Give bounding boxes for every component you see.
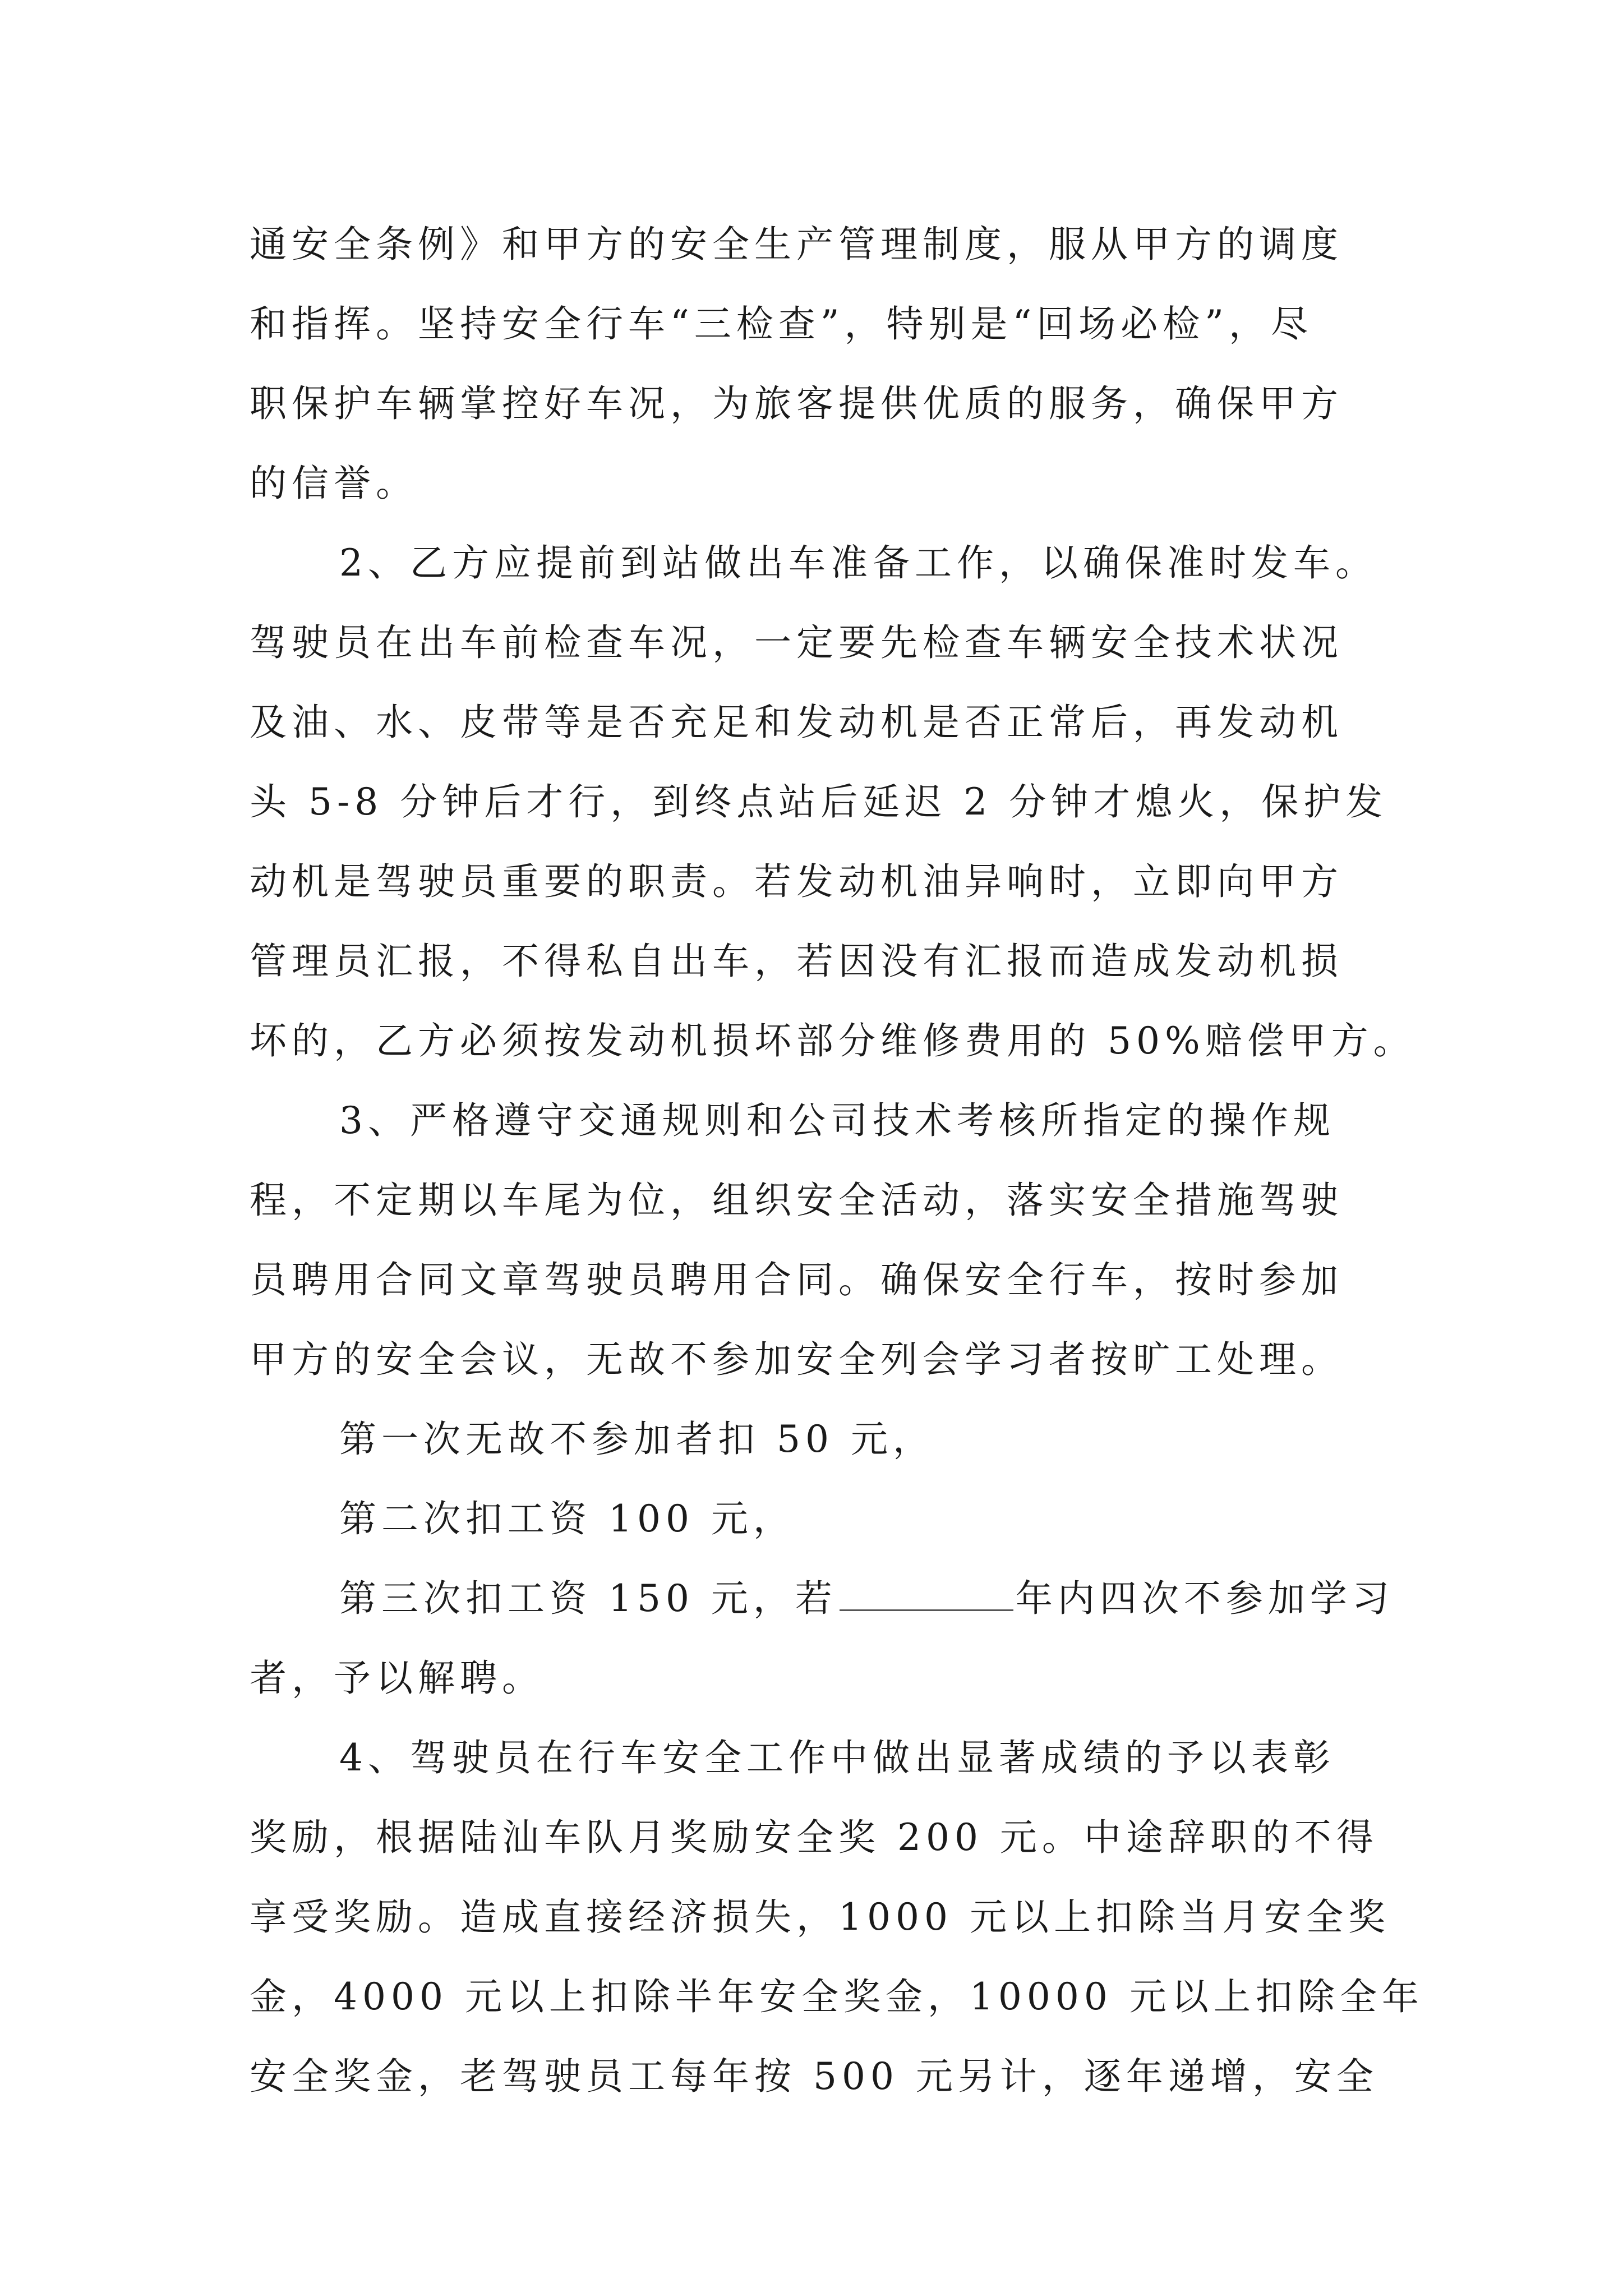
text-line: 通安全条例》和甲方的安全生产管理制度，服从甲方的调度 xyxy=(250,223,1343,266)
text-line: 程，不定期以车尾为位，组织安全活动，落实安全措施驾驶 xyxy=(250,1179,1343,1222)
text-line: 安全奖金，老驾驶员工每年按 500 元另计，逐年递增，安全 xyxy=(250,2055,1378,2098)
text-line: 奖励，根据陆汕车队月奖励安全奖 200 元。中途辞职的不得 xyxy=(250,1816,1378,1859)
text-line: 头 5-8 分钟后才行，到终点站后延迟 2 分钟才熄火，保护发 xyxy=(250,780,1388,823)
penalty-first-line: 第一次无故不参加者扣 50 元， xyxy=(339,1418,935,1461)
text-line: 管理员汇报，不得私自出车，若因没有汇报而造成发动机损 xyxy=(250,940,1343,983)
text-line: 职保护车辆掌控好车况，为旅客提供优质的服务，确保甲方 xyxy=(250,382,1343,425)
paragraph-2-first-line: 2、乙方应提前到站做出车准备工作，以确保准时发车。 xyxy=(339,541,1377,585)
penalty-second-line: 第二次扣工资 100 元， xyxy=(339,1497,795,1540)
text-line: 驾驶员在出车前检查车况，一定要先检查车辆安全技术状况 xyxy=(250,621,1343,664)
text-line: 享受奖励。造成直接经济损失，1000 元以上扣除当月安全奖 xyxy=(250,1895,1390,1939)
paragraph-3-first-line: 3、严格遵守交通规则和公司技术考核所指定的操作规 xyxy=(339,1099,1335,1142)
text-line: 及油、水、皮带等是否充足和发动机是否正常后，再发动机 xyxy=(250,701,1343,744)
text-line: 员聘用合同文章驾驶员聘用合同。确保安全行车，按时参加 xyxy=(250,1258,1343,1301)
paragraph-4-first-line: 4、驾驶员在行车安全工作中做出显著成绩的予以表彰 xyxy=(339,1736,1335,1779)
text-line: 金，4000 元以上扣除半年安全奖金，10000 元以上扣除全年 xyxy=(250,1975,1424,2018)
penalty-third-text: 第三次扣工资 150 元，若 xyxy=(339,1577,837,1620)
penalty-third-line xyxy=(250,1559,1394,1639)
text-line: 者，予以解聘。 xyxy=(250,1657,544,1700)
penalty-third-text-end: 年内四次不参加学习 xyxy=(1015,1577,1394,1620)
text-line: 动机是驾驶员重要的职责。若发动机油异响时，立即向甲方 xyxy=(250,860,1343,903)
text-line: 和指挥。坚持安全行车“三检查”，特别是“回场必检”，尽 xyxy=(250,302,1313,346)
text-line: 的信誉。 xyxy=(250,462,418,505)
text-line: 甲方的安全会议，无故不参加安全列会学习者按旷工处理。 xyxy=(250,1338,1343,1381)
text-line: 坏的，乙方必须按发动机损坏部分维修费用的 50%赔偿甲方。 xyxy=(250,1019,1415,1062)
document-body xyxy=(250,205,1424,2116)
fill-in-blank xyxy=(840,1576,1013,1611)
